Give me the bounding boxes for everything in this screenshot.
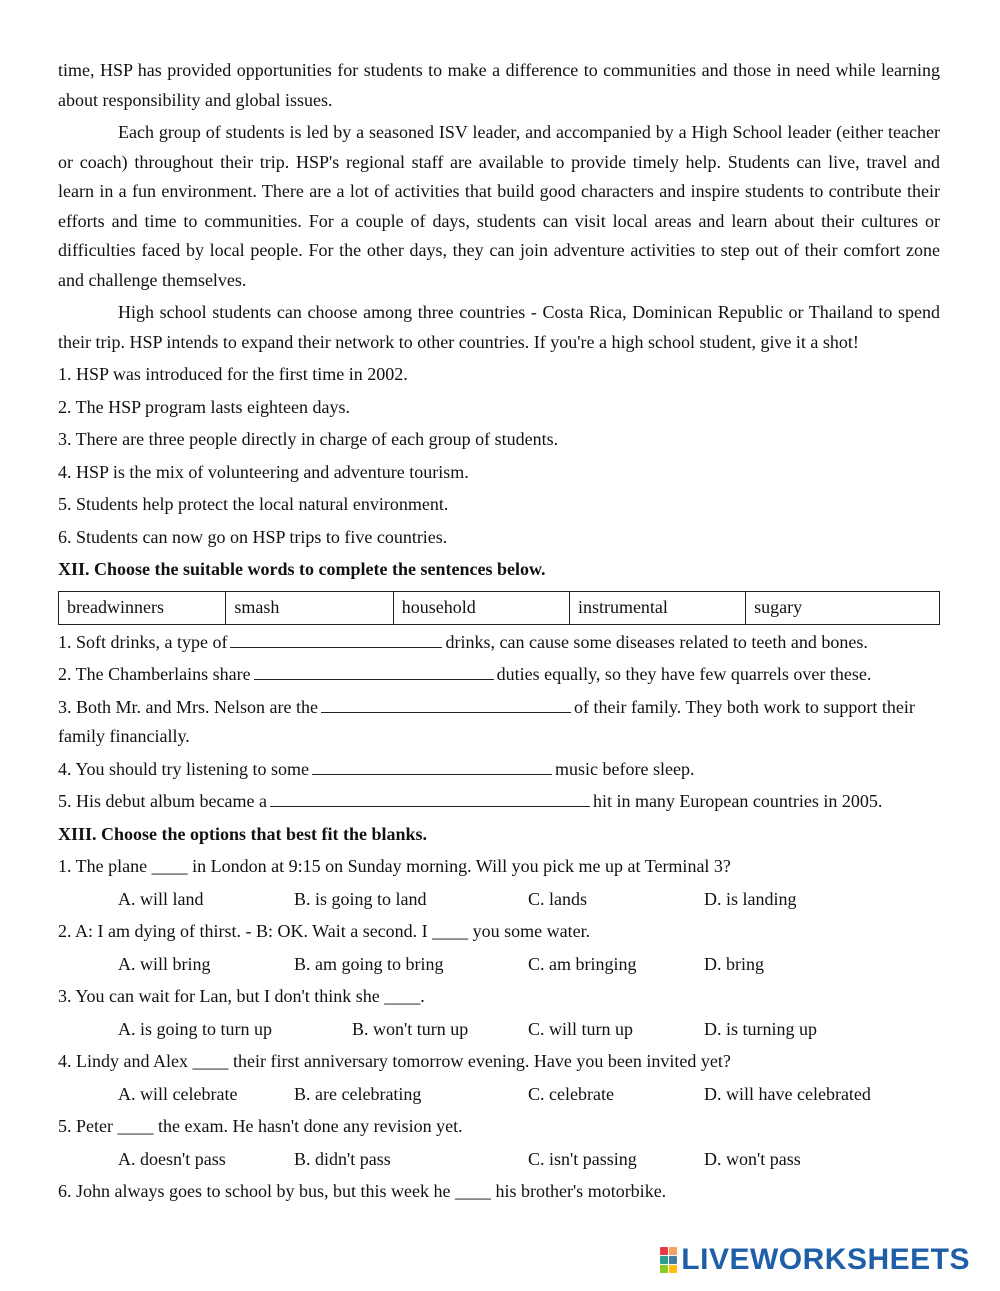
option-b[interactable]: B. are celebrating	[294, 1083, 422, 1104]
sentence-before: 2. The Chamberlains share	[58, 664, 251, 684]
fill-sentence-4	[58, 755, 940, 785]
sentence-before: 4. You should try listening to some	[58, 758, 310, 779]
question-3: 3. You can wait for Lan, but I don't think she ____.	[58, 986, 425, 1006]
logo-text: LIVEWORKSHEETS	[681, 1243, 970, 1276]
fill-sentence-2	[58, 660, 940, 690]
word-bank-table	[58, 591, 940, 625]
fill-sentence-1	[58, 628, 940, 658]
option-d[interactable]: D. bring	[704, 953, 764, 974]
logo-cube	[660, 1265, 668, 1273]
option-b[interactable]: B. didn't pass	[294, 1148, 391, 1169]
option-a[interactable]: A. is going to turn up	[118, 1018, 273, 1039]
fill-sentence-5	[58, 787, 940, 817]
answer-blank[interactable]	[254, 661, 494, 680]
statement: 3. There are three people directly in charge of each group of students.	[58, 429, 559, 449]
statement: 4. HSP is the mix of volunteering and adventure tourism.	[58, 461, 469, 482]
question-6: 6. John always goes to school by bus, but this week he ____ his brother's motorbike.	[58, 1181, 667, 1201]
answer-blank[interactable]	[312, 756, 552, 775]
option-c[interactable]: C. will turn up	[528, 1018, 634, 1039]
logo-cubes-icon	[660, 1247, 677, 1273]
logo-cube	[669, 1256, 677, 1264]
option-d[interactable]: D. won't pass	[704, 1148, 801, 1169]
sentence-after: duties equally, so they have few quarrels over these.	[496, 664, 872, 684]
word-bank-cell: smash	[226, 591, 393, 624]
option-b[interactable]: B. won't turn up	[352, 1018, 469, 1039]
option-b[interactable]: B. am going to bring	[294, 953, 444, 974]
option-a[interactable]: A. will celebrate	[118, 1083, 238, 1104]
option-c[interactable]: C. am bringing	[528, 953, 637, 974]
logo-cube	[660, 1247, 668, 1255]
question-5: 5. Peter ____ the exam. He hasn't done any revision yet.	[58, 1116, 463, 1136]
answer-blank[interactable]	[270, 788, 590, 807]
sentence-after: of their family. They both work to support their family financially.	[58, 696, 915, 746]
question-1: 1. The plane ____ in London at 9:15 on Sunday morning. Will you pick me up at Terminal 3?	[58, 856, 731, 876]
options-row	[58, 950, 940, 980]
option-a[interactable]: A. will land	[118, 888, 204, 909]
option-d[interactable]: D. is turning up	[704, 1018, 818, 1039]
reading-paragraph-3: High school students can choose among three countries - Costa Rica, Dominican Republic or Thailand to spend their trip. HSP intends to expand their network to other countries. If you're a high school student, give it a shot!	[58, 302, 940, 352]
liveworksheets-logo	[660, 1243, 970, 1277]
sentence-before: 5. His debut album became a	[58, 791, 267, 811]
option-c[interactable]: C. lands	[528, 888, 588, 909]
word-bank-cell: breadwinners	[59, 591, 226, 624]
options-row	[58, 885, 940, 915]
option-c[interactable]: C. celebrate	[528, 1083, 614, 1104]
option-d[interactable]: D. will have celebrated	[704, 1083, 871, 1104]
options-row	[58, 1015, 940, 1045]
logo-cube	[669, 1247, 677, 1255]
section-13-heading: XIII. Choose the options that best fit the blanks.	[58, 823, 428, 844]
sentence-after: music before sleep.	[555, 758, 695, 779]
word-bank-cell: sugary	[746, 591, 940, 624]
reading-paragraph-1: time, HSP has provided opportunities for students to make a difference to communities and those in need while learning about responsibility and global issues.	[58, 60, 940, 110]
options-row	[58, 1080, 940, 1110]
option-a[interactable]: A. will bring	[118, 953, 211, 974]
word-bank-cell: instrumental	[569, 591, 745, 624]
question-4: 4. Lindy and Alex ____ their first anniversary tomorrow evening. Have you been invited yet?	[58, 1051, 731, 1071]
fill-sentence-3	[58, 693, 940, 752]
option-c[interactable]: C. isn't passing	[528, 1148, 637, 1169]
worksheet-page	[58, 56, 940, 1207]
answer-blank[interactable]	[321, 694, 571, 713]
sentence-after: hit in many European countries in 2005.	[592, 791, 883, 811]
answer-blank[interactable]	[230, 629, 442, 648]
statement: 2. The HSP program lasts eighteen days.	[58, 396, 350, 417]
statement: 6. Students can now go on HSP trips to five countries.	[58, 526, 448, 547]
statement: 5. Students help protect the local natural environment.	[58, 494, 449, 514]
option-b[interactable]: B. is going to land	[294, 888, 427, 909]
sentence-before: 1. Soft drinks, a type of	[58, 631, 228, 652]
reading-paragraph-2: Each group of students is led by a seasoned ISV leader, and accompanied by a High School leader (either teacher or coach) throughout their trip. HSP's regional staff are available to provide timely help. Students can live, travel and learn in a fun environment. There are a lot of activities that build good characters and inspire students to contribute their efforts and time to communities. For a couple of days, students can visit local areas and learn about their cultures or difficulties faced by local people. For the other days, they can join adventure activities to step out of their comfort zone and challenge themselves.	[58, 122, 940, 290]
section-12-heading: XII. Choose the suitable words to complete the sentences below.	[58, 559, 546, 579]
sentence-before: 3. Both Mr. and Mrs. Nelson are the	[58, 696, 318, 717]
option-a[interactable]: A. doesn't pass	[118, 1148, 226, 1169]
question-2: 2. A: I am dying of thirst. - B: OK. Wait a second. I ____ you some water.	[58, 921, 591, 941]
logo-cube	[669, 1265, 677, 1273]
option-d[interactable]: D. is landing	[704, 888, 797, 909]
word-bank-cell: household	[393, 591, 569, 624]
logo-cube	[660, 1256, 668, 1264]
sentence-after: drinks, can cause some diseases related to teeth and bones.	[445, 631, 868, 652]
options-row	[58, 1145, 940, 1175]
statement: 1. HSP was introduced for the first time in 2002.	[58, 364, 408, 384]
